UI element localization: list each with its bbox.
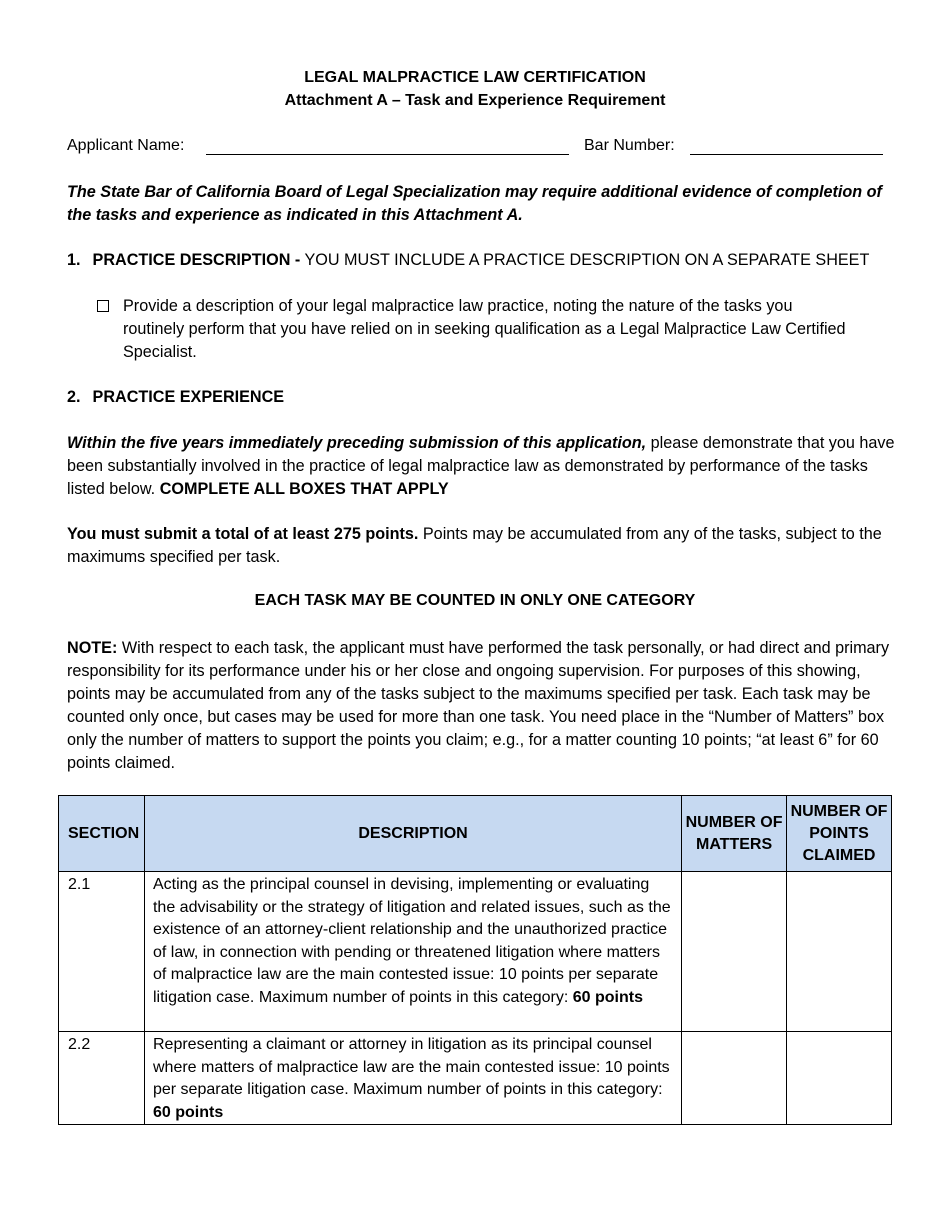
row-max-points: 60 points <box>152 1103 224 1121</box>
points-input-cell[interactable] <box>787 1032 892 1125</box>
points-input-cell[interactable] <box>787 872 892 1032</box>
intro-complete-boxes: COMPLETE ALL BOXES THAT APPLY <box>159 480 449 498</box>
section-1-number: 1. <box>67 251 81 269</box>
matters-input-cell[interactable] <box>682 872 787 1032</box>
note-body: With respect to each task, the applicant must have performed the task personally, or had direct and primary responsibility for its performance under his or her close and ongoing supervision. For purposes of this showing, points may be accumulated from any of the tasks subject to the maximums specified per task. Each task may be counted only once, but cases may be used for more than one task. You need place in the “Number of Matters” box only the number of matters to support the points you claim; e.g., for a matter counting 10 points; “at least 6” for 60 points claimed. <box>67 639 890 772</box>
header-points-claimed: NUMBER OF POINTS CLAIMED <box>787 796 892 872</box>
section-1-heading <box>67 251 869 270</box>
applicant-name-field[interactable] <box>206 154 569 155</box>
points-minimum: You must submit a total of at least 275 points. <box>67 525 419 543</box>
table-row <box>59 1032 892 1125</box>
intro-body: please demonstrate that you have been substantially involved in the practice of legal malpractice law as demonstrated by performance of the tasks listed below. <box>67 434 895 498</box>
header-section: SECTION <box>59 796 145 872</box>
section-1-title: PRACTICE DESCRIPTION - <box>92 251 301 269</box>
practice-description-text: Provide a description of your legal malpractice law practice, noting the nature of the tasks you routinely perform that you have relied on in seeking qualification as a Legal Malpractice Law Certified Specialist. <box>123 297 846 361</box>
header-number-of-matters: NUMBER OF MATTERS <box>682 796 787 872</box>
document-subtitle: Attachment A – Task and Experience Requirement <box>284 92 666 109</box>
points-body: Points may be accumulated from any of the tasks, subject to the maximums specified per task. <box>67 525 882 566</box>
evidence-notice: The State Bar of California Board of Legal Specialization may require additional evidence of completion of the tasks and experience as indicated in this Attachment A. <box>67 183 882 224</box>
header-description: DESCRIPTION <box>144 796 681 872</box>
row-description-text: Acting as the principal counsel in devising, implementing or evaluating the advisability or the strategy of litigation and related issues, such as the existence of an attorney-client relationship and the unauthorized practice of law, in connection with pending or threatened litigation where matters of malpractice law are the main contested issue: 10 points per separate litigation case. Maximum number of points in this category: <box>152 876 671 1006</box>
row-max-points: 60 points <box>572 988 643 1006</box>
row-description <box>144 872 681 1032</box>
bar-number-label: Bar Number: <box>584 137 675 154</box>
intro-emphasis: Within the five years immediately preceding submission of this application, <box>67 434 647 452</box>
category-notice: EACH TASK MAY BE COUNTED IN ONLY ONE CATEGORY <box>254 592 696 609</box>
row-section: 2.1 <box>59 872 145 1032</box>
row-section: 2.2 <box>59 1032 145 1125</box>
bar-number-field[interactable] <box>690 154 883 155</box>
row-description <box>144 1032 681 1125</box>
task-table <box>58 795 892 1125</box>
note-paragraph <box>67 637 897 775</box>
matters-input-cell[interactable] <box>682 1032 787 1125</box>
row-description-text: Representing a claimant or attorney in litigation as its principal counsel where matters of malpractice law are the main contested issue: 10 points per separate litigation case. Maximum number of points in this category: <box>152 1036 670 1098</box>
table-row <box>59 872 892 1032</box>
table-header-row <box>59 796 892 872</box>
section-2-title: PRACTICE EXPERIENCE <box>92 388 285 406</box>
section-2-intro <box>67 432 897 501</box>
practice-description-checkbox[interactable] <box>97 300 109 312</box>
note-label: NOTE: <box>67 639 118 657</box>
points-requirement <box>67 523 897 569</box>
applicant-name-label: Applicant Name: <box>67 137 185 154</box>
document-title: LEGAL MALPRACTICE LAW CERTIFICATION <box>304 69 646 86</box>
section-2-number: 2. <box>67 388 81 406</box>
section-1-instruction: YOU MUST INCLUDE A PRACTICE DESCRIPTION ON A SEPARATE SHEET <box>300 251 870 269</box>
section-2-heading <box>67 388 284 407</box>
